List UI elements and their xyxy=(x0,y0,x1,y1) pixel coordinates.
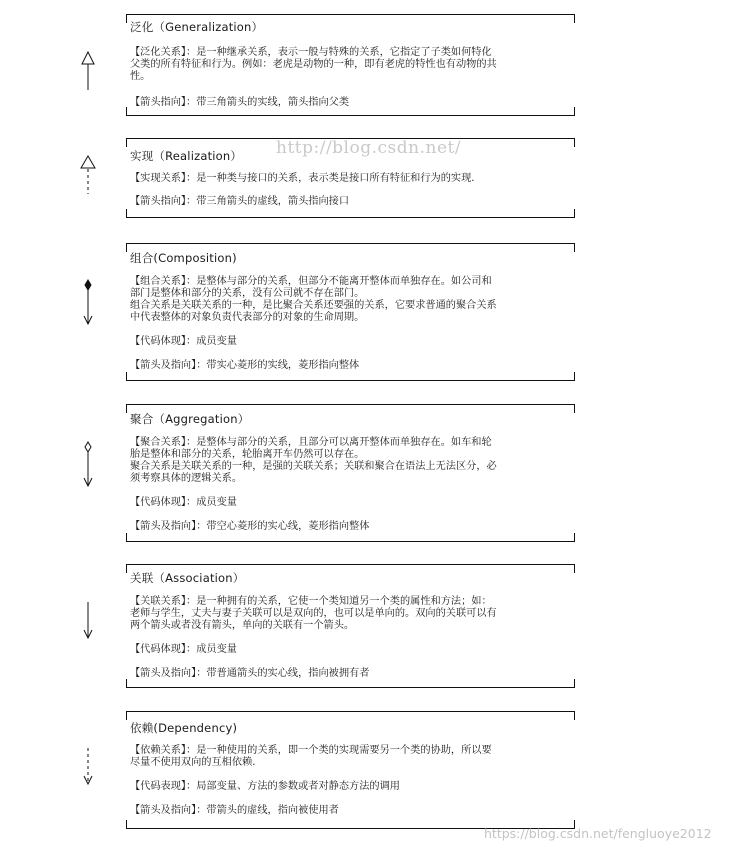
panel-frame-bottom xyxy=(126,107,575,116)
aggregation-arrow-icon xyxy=(78,440,98,488)
watermark-center: http://blog.csdn.net/ xyxy=(276,138,462,158)
association-arrow-icon xyxy=(78,600,98,642)
panel-composition xyxy=(126,243,575,381)
panel-dependency xyxy=(126,711,575,829)
panel-text-line: 【箭头及指向】：带空心菱形的实心线，菱形指向整体 xyxy=(130,521,370,532)
panel-title: 组合(Composition) xyxy=(130,251,237,265)
realization-arrow-icon xyxy=(78,154,98,196)
panel-text-line: 胎是整体和部分的关系，轮胎离开车仍然可以存在。 xyxy=(130,449,365,460)
panel-text-line: 【箭头及指向】：带箭头的虚线，指向被使用者 xyxy=(130,805,339,816)
panel-text-line: 部门是整体和部分的关系，没有公司就不存在部门。 xyxy=(130,288,365,299)
panel-text-line: 【箭头指向】：带三角箭头的虚线，箭头指向接口 xyxy=(130,196,350,207)
panel-text-line: 聚合关系是关联关系的一种，是强的关联关系；关联和聚合在语法上无法区分，必 xyxy=(130,461,497,472)
panel-text-line: 两个箭头或者没有箭头，单向的关联有一个箭头。 xyxy=(130,620,355,631)
panel-text-line: 老师与学生，丈夫与妻子关联可以是双向的，也可以是单向的。双向的关联可以有 xyxy=(130,608,497,619)
panel-frame-top xyxy=(126,711,575,720)
panel-text-line: 【箭头及指向】：带普通箭头的实心线，指向被拥有者 xyxy=(130,668,370,679)
panel-text-line: 性。 xyxy=(130,71,151,82)
panel-text-line: 【关联关系】：是一种拥有的关系，它使一个类知道另一个类的属性和方法；如： xyxy=(130,596,492,607)
watermark-corner: https://blog.csdn.net/fengluoye2012 xyxy=(484,826,712,841)
panel-title: 关联（Association） xyxy=(130,571,245,585)
panel-frame-top xyxy=(126,138,575,147)
panel-generalization xyxy=(126,14,575,116)
panel-text-line: 【箭头及指向】：带实心菱形的实线，菱形指向整体 xyxy=(130,360,360,371)
panel-text-line: 【箭头指向】：带三角箭头的实线，箭头指向父类 xyxy=(130,97,350,108)
panel-text-line: 【组合关系】：是整体与部分的关系，但部分不能离开整体而单独存在。如公司和 xyxy=(130,276,492,287)
dependency-arrow-icon xyxy=(78,746,98,788)
panel-text-line: 中代表整体的对象负责代表部分的对象的生命周期。 xyxy=(130,312,365,323)
panel-text-line: 【依赖关系】：是一种使用的关系，即一个类的实现需要另一个类的协助，所以要 xyxy=(130,745,492,756)
composition-arrow-icon xyxy=(78,278,98,326)
panel-text-line: 父类的所有特征和行为。例如：老虎是动物的一种，即有老虎的特性也有动物的共 xyxy=(130,59,497,70)
panel-text-line: 【代码表现】：局部变量、方法的参数或者对静态方法的调用 xyxy=(130,781,400,792)
panel-frame-bottom xyxy=(126,209,575,218)
panel-title: 实现（Realization） xyxy=(130,149,243,163)
panel-frame-bottom xyxy=(126,533,575,542)
panel-text-line: 尽量不使用双向的互相依赖. xyxy=(130,757,256,768)
panel-frame-bottom xyxy=(126,679,575,688)
panel-title: 泛化（Generalization） xyxy=(130,20,264,34)
panel-realization xyxy=(126,138,575,218)
panel-title: 聚合（Aggregation） xyxy=(130,412,250,426)
generalization-arrow-icon xyxy=(78,50,98,92)
panel-association xyxy=(126,564,575,688)
panel-text-line: 须考察具体的逻辑关系。 xyxy=(130,473,243,484)
panel-text-line: 【泛化关系】：是一种继承关系，表示一般与特殊的关系，它指定了子类如何特化 xyxy=(130,47,492,58)
panel-aggregation xyxy=(126,404,575,542)
panel-text-line: 【代码体现】：成员变量 xyxy=(130,497,237,508)
panel-title: 依赖(Dependency) xyxy=(130,721,238,735)
panel-text-line: 组合关系是关联关系的一种，是比聚合关系还要强的关系，它要求普通的聚合关系 xyxy=(130,300,497,311)
panel-text-line: 【代码体现】：成员变量 xyxy=(130,336,237,347)
panel-text-line: 【聚合关系】：是整体与部分的关系，且部分可以离开整体而单独存在。如车和轮 xyxy=(130,437,492,448)
panel-text-line: 【代码体现】：成员变量 xyxy=(130,644,237,655)
panel-text-line: 【实现关系】：是一种类与接口的关系，表示类是接口所有特征和行为的实现. xyxy=(130,173,475,184)
panel-frame-bottom xyxy=(126,372,575,381)
